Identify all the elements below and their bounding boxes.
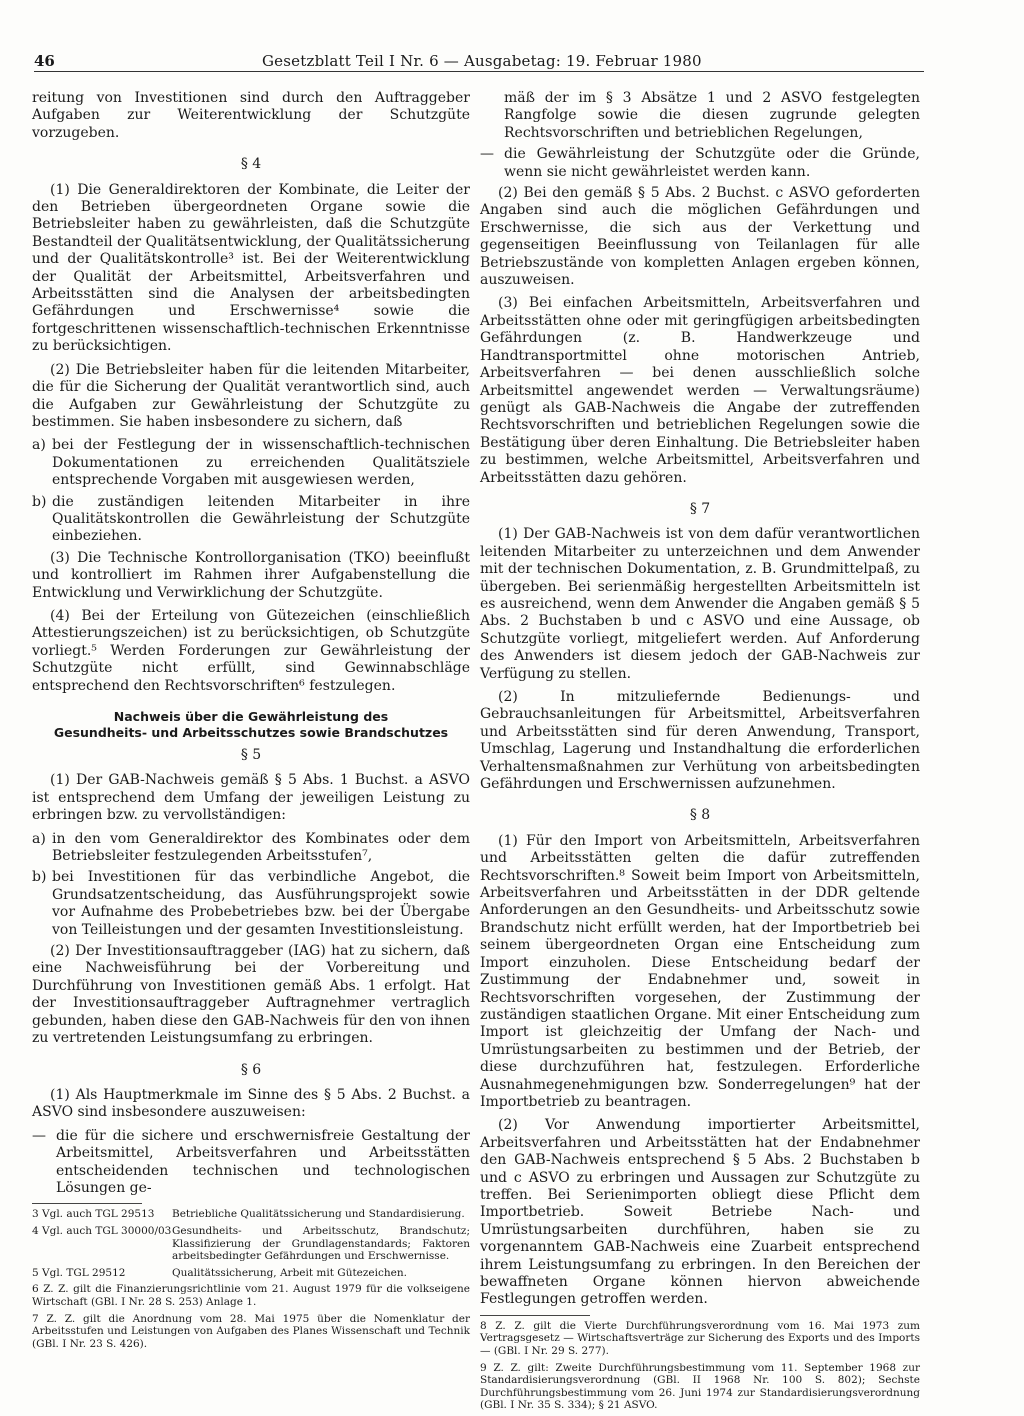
left-column [32,90,470,1354]
list-item [480,146,920,181]
page-header-title: Gesetzblatt Teil I Nr. 6 — Ausgabetag: 19. Februar 1980 [262,52,702,70]
section-heading-4: § 4 [240,156,262,173]
list-item-text: die Gewährleistung der Schutzgüte oder die Gründe, wenn sie nicht gewährleistet werden kann. [504,146,920,180]
footnote-text: Gesundheits- und Arbeitsschutz, Brandschutz; Klassifizierung der Grundlagenstandards; Faktoren arbeitsbedingter Gefährdungen und Erschwernisse. [172,1224,470,1263]
footnote-text: Betriebliche Qualitätssicherung und Standardisierung. [172,1208,465,1221]
paragraph: (2) In mitzuliefernde Bedienungs- und Gebrauchsanleitungen für Arbeitsmittel, Arbeitsverfahren und Arbeitsstätten sind für deren Anwendung, Transport, Umschlag, Lagerung und Instandhaltung die erforderlichen Verhaltensmaßnahmen zur Verhütung von arbeitsbedingten Gefährdungen und Erschwernissen aufzunehmen. [480,689,920,793]
subheading [32,709,470,741]
section-heading-8: § 8 [689,807,711,824]
list-marker: a) [32,830,46,847]
footnote: 8 Z. Z. gilt die Vierte Durchführungsverordnung vom 16. Mai 1973 zum Vertragsgesetz — Wirtschaftsverträge zur Sicherung des Exports und des Imports — (GBl. I Nr. 29 S. 277). [480,1319,920,1357]
paragraph: (1) Der GAB-Nachweis gemäß § 5 Abs. 1 Buchst. a ASVO ist entsprechend dem Umfang der jeweiligen Leistung zu erbringen bzw. zu vervollständigen: [32,772,470,824]
list-marker: — [480,146,494,163]
footnote [32,1267,470,1280]
paragraph: (3) Die Technische Kontrollorganisation (TKO) beeinflußt und kontrolliert im Rahmen ihrer Aufgabenstellung die Entwicklung und Verwirklichung der Schutzgüte. [32,549,470,601]
list-item-text: mäß der im § 3 Absätze 1 und 2 ASVO festgelegten Rangfolge sowie die diesen zugrunde gelegten Rechtsvorschriften und betrieblichen Regelungen, [504,90,920,141]
page-number: 46 [34,52,55,70]
section-heading-6: § 6 [240,1061,262,1078]
list-item-text: in den vom Generaldirektor des Kombinates oder dem Betriebsleiter festzulegenden Arbeitsstufen⁷, [52,830,470,865]
footnotes [480,1320,920,1412]
list-item-text: die zuständigen leitenden Mitarbeiter in ihre Qualitätskontrollen die Gewährleistung der Schutzgüte einbeziehen. [52,493,470,545]
list-marker: b) [32,869,47,886]
footnote-text: Qualitätssicherung, Arbeit mit Gütezeichen. [172,1266,407,1279]
list-item-text: bei Investitionen für das verbindliche Angebot, die Grundsatzentscheidung, das Ausführungsprojekt sowie vor Aufnahme des Probebetriebes bzw. bei der Übergabe von Teilleistungen und der gesamten Investitionsleistung. [52,869,470,938]
list-marker: b) [32,493,47,510]
footnote-rule [32,1203,142,1204]
footnote: 6 Z. Z. gilt die Finanzierungsrichtlinie vom 21. August 1979 für die volkseigene Wirtschaft (GBl. I Nr. 28 S. 253) Anlage 1. [32,1283,470,1308]
subheading-line-2: Gesundheits- und Arbeitsschutzes sowie Brandschutzes [53,725,449,740]
list-item-text: die für die sichere und erschwernisfreie Gestaltung der Arbeitsmittel, Arbeitsverfahren und Arbeitsstätten entscheidenden technischen und technologischen Lösungen ge- [56,1127,470,1196]
footnote-reference: 4 Vgl. auch TGL 30000/03 [32,1224,172,1237]
paragraph: (2) Bei den gemäß § 5 Abs. 2 Buchst. c ASVO geforderten Angaben sind auch die möglichen Gefährdungen und Erschwernisse, die sich aus der Verkettung und gegenseitigen Beeinflussung von Teilanlagen für alle Betriebszustände von kompletten Anlagen ergeben können, auszuweisen. [480,185,920,289]
subheading-line-1: Nachweis über die Gewährleistung des [113,709,389,724]
paragraph: (1) Die Generaldirektoren der Kombinate, die Leiter der den Betrieben übergeordneten Organe sowie die Betriebsleiter haben zu gewährleisten, daß die Schutzgüte Bestandteil der Qualitätsentwicklung, der Qualitätssicherung und der Qualitätskontrolle³ ist. Bei der Weiterentwicklung der Qualität der Arbeitsmittel, Arbeitsverfahren und Arbeitsstätten sind die Analysen der arbeitsbedingten Gefährdungen und Erschwernisse⁴ sowie die fortgeschrittenen wissenschaftlich-technischen Erkenntnisse zu berücksichtigen. [32,181,470,355]
list-item [32,494,470,546]
paragraph: (2) Die Betriebsleiter haben für die leitenden Mitarbeiter, die für die Sicherung der Qualität verantwortlich sind, auch die Aufgaben zur Gewährleistung der Schutzgüte zu bestimmen. Sie haben insbesondere zu sichern, daß [32,361,470,430]
paragraph: (1) Als Hauptmerkmale im Sinne des § 5 Abs. 2 Buchst. a ASVO sind insbesondere auszuweisen: [32,1086,470,1121]
right-column [480,90,920,1416]
footnote-reference: 5 Vgl. TGL 29512 [32,1266,126,1279]
list-marker: a) [32,437,46,454]
paragraph: (2) Vor Anwendung importierter Arbeitsmittel, Arbeitsverfahren und Arbeitsstätten hat der Endabnehmer den GAB-Nachweis entsprechend § 5 Abs. 2 Buchstaben b und c ASVO zu erbringen und Aussagen zur Schutzgüte zu treffen. Bei Serienimporten obliegt diese Pflicht dem Importbetrieb. Soweit Betriebe Nach- und Umrüstungsarbeiten durchführen, haben sie zu vorgenanntem GAB-Nachweis eine Zuarbeit entsprechend ihrem Leistungsumfang zu erbringen. In den Bereichen der bewaffneten Organe können hiervon abweichende Festlegungen getroffen werden. [480,1117,920,1308]
footnotes [32,1208,470,1350]
footnote: 7 Z. Z. gilt die Anordnung vom 28. Mai 1975 über die Nomenklatur der Arbeitsstufen und Leistungen von Aufgaben des Planes Wissenschaft und Technik (GBl. I Nr. 23 S. 426). [32,1312,470,1350]
header-rule [34,71,924,72]
paragraph: reitung von Investitionen sind durch den Auftraggeber Aufgaben zur Weiterentwicklung der Schutzgüte vorzugeben. [32,90,470,141]
footnote: 9 Z. Z. gilt: Zweite Durchführungsbestimmung vom 11. September 1968 zur Standardisierungsverordnung (GBl. II 1968 Nr. 100 S. 802); Sechste Durchführungsbestimmung vom 26. Juni 1974 zur Standardisierungsverordnung (GBl. I Nr. 35 S. 334); § 21 ASVO. [480,1361,920,1412]
list-item-text: bei der Festlegung der in wissenschaftlich-technischen Dokumentationen zu erreichenden Qualitätsziele entsprechende Vorgaben mit ausgewiesen werden, [52,437,470,489]
paragraph: (1) Der GAB-Nachweis ist von dem dafür verantwortlichen leitenden Mitarbeiter zu unterzeichnen und dem Anwender mit der technischen Dokumentation, z. B. Grundmittelpaß, zu übergeben. Bei serienmäßig hergestellten Arbeitsmitteln ist es ausreichend, wenn dem Anwender die Angaben gemäß § 5 Abs. 2 Buchstaben b und c ASVO und eine Aussage, ob Schutzgüte vorliegt, mitgeliefert werden. Auf Anforderung des Anwenders ist diesem jedoch der GAB-Nachweis zur Verfügung zu stellen. [480,526,920,682]
footnote-reference: 3 Vgl. auch TGL 29513 [32,1208,155,1221]
section-heading-5: § 5 [240,747,262,763]
paragraph: (1) Für den Import von Arbeitsmitteln, Arbeitsverfahren und Arbeitsstätten gelten die dafür zutreffenden Rechtsvorschriften.⁸ Soweit beim Import von Arbeitsmitteln, Arbeitsverfahren und Arbeitsstätten in der DDR geltende Anforderungen an den Gesundheits- und Arbeitsschutz sowie Brandschutz nicht erfüllt werden, hat der Importbetrieb bei seinem übergeordneten Organ eine Entscheidung zum Import einzuholen. Diese Entscheidung bedarf der Zustimmung der Endabnehmer und, soweit in Rechtsvorschriften vorgesehen, der Zustimmung der zuständigen staatlichen Organe. Mit einer Entscheidung zum Import ist gleichzeitig der Umfang der Nach- und Umrüstungsarbeiten zu bestimmen und der Betrieb, der diese durchzuführen hat, festzulegen. Erforderliche Ausnahmegenehmigungen bzw. Sonderregelungen⁹ hat der Importbetrieb zu beantragen. [480,832,920,1110]
paragraph: (2) Der Investitionsauftraggeber (IAG) hat zu sichern, daß eine Nachweisführung bei der Vorbereitung und Durchführung von Investitionen gemäß Abs. 1 erfolgt. Hat der Investitionsauftraggeber Auftragnehmer vertraglich gebunden, haben diese den GAB-Nachweis für den von ihnen zu vertretenden Leistungsumfang zu erbringen. [32,943,470,1047]
section-heading-7: § 7 [689,500,711,517]
list-item [32,1128,470,1198]
footnote [32,1225,470,1263]
paragraph: (4) Bei der Erteilung von Gütezeichen (einschließlich Attestierungszeichen) ist zu berücksichtigen, ob Schutzgüte vorliegt.⁵ Werden Forderungen zur Gewährleistung der Schutzgüte nicht erfüllt, sind Gewinnabschläge entsprechend den Rechtsvorschriften⁶ festzulegen. [32,607,470,694]
list-item-continuation [480,90,920,142]
list-item [32,437,470,489]
list-item [32,869,470,939]
list-item [32,831,470,866]
list-marker: — [32,1127,46,1144]
paragraph: (3) Bei einfachen Arbeitsmitteln, Arbeitsverfahren und Arbeitsstätten ohne oder mit geringfügigen arbeitsbedingten Gefährdungen (z. B. Handwerkzeuge und Handtransportmittel ohne motorischen Antrieb, Arbeitsverfahren — bei denen ausschließlich solche Arbeitsmittel angewendet werden — Verwaltungsräume) genügt als GAB-Nachweis die Angabe der zutreffenden Rechtsvorschriften und betrieblichen Regelungen sowie die Bestätigung über deren Einhaltung. Die Betriebsleiter haben zu bestimmen, welche Arbeitsmittel, Arbeitsverfahren und Arbeitsstätten dazu gehören. [480,295,920,486]
footnote [32,1208,470,1221]
footnote-rule [480,1315,590,1316]
